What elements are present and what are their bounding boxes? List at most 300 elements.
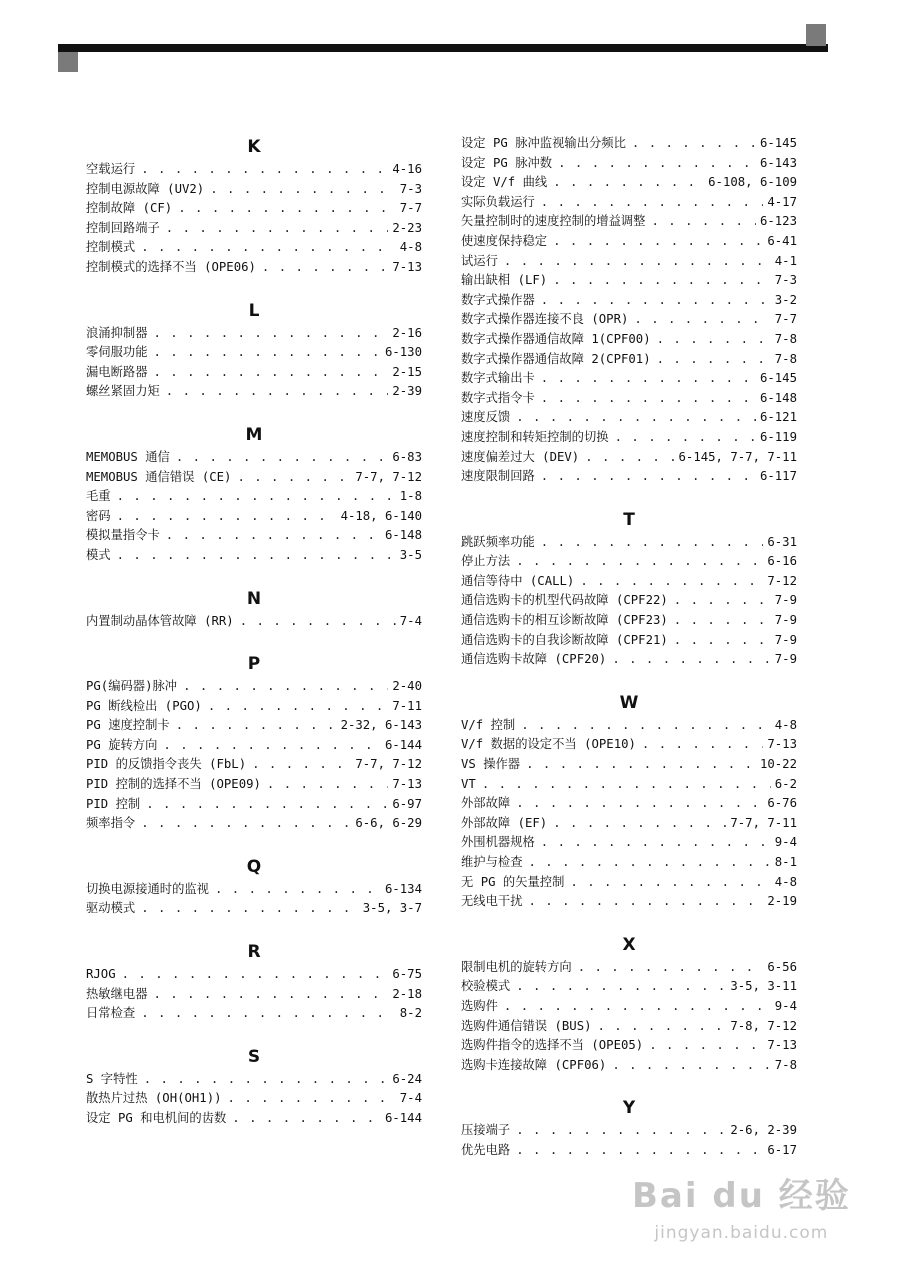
entry-term: PG(编码器)脉冲 [86,679,178,694]
dot-leader [183,677,388,697]
index-entry [86,382,422,402]
entry-page-ref: 6-121 [759,410,797,425]
dot-leader [529,853,771,873]
entry-term: 数字式操作器连接不良 (OPR) [461,312,629,327]
dot-leader [526,755,756,775]
entry-page-ref: 4-18, 6-140 [340,508,422,523]
entry-page-ref: 2-23 [392,220,422,235]
entry-term: 切换电源接通时的监视 [86,881,209,896]
entry-term: 设定 PG 脉冲监视输出分频比 [461,136,626,150]
dot-leader [657,330,771,350]
entry-page-ref: 7-3 [774,273,797,288]
section-letter: L [248,300,260,321]
dot-leader [516,977,726,997]
entry-term: 通信选购卡的相互诊断故障 (CPF23) [461,613,668,628]
dot-leader [674,631,771,651]
dot-leader [141,899,359,919]
entry-term: 试运行 [461,253,498,268]
entry-term: 跳跃频率功能 [461,534,535,549]
dot-leader [570,873,770,893]
entry-term: 停止方法 [461,554,511,569]
index-entry [86,880,422,900]
entry-term: 驱动模式 [86,901,136,916]
index-entry [461,389,797,409]
dot-leader [215,880,381,900]
dot-leader [141,160,388,180]
entry-page-ref: 6-24 [392,1071,422,1086]
entry-term: 浪涌抑制器 [86,325,148,340]
entry-term: 速度偏差过大 (DEV) [461,449,580,464]
entry-page-ref: 6-143 [759,155,797,170]
index-entry [461,552,797,572]
section-letter: X [622,934,636,955]
dot-leader [154,985,389,1005]
section-letter: P [247,654,261,675]
dot-leader [634,310,770,330]
index-entry [461,350,797,370]
index-entry [86,219,422,239]
entry-page-ref: 9-4 [774,998,797,1013]
entry-page-ref: 2-16 [392,325,422,340]
entry-term: 设定 V/f 曲线 [461,175,548,190]
section-letter: T [623,509,635,530]
dot-leader [516,1141,763,1161]
index-entry [461,448,797,468]
index-entry [86,677,422,697]
entry-term: 输出缺相 (LF) [461,273,548,288]
entry-page-ref: 6-97 [392,796,422,811]
dot-leader [176,716,337,736]
dot-leader [612,650,770,670]
dot-leader [166,382,389,402]
dot-leader [553,271,771,291]
index-section [461,507,797,670]
index-entry [86,324,422,344]
dot-leader [154,343,381,363]
entry-page-ref: 7-13 [392,777,422,792]
entry-term: 无线电干扰 [461,894,523,909]
entry-term: 使速度保持稳定 [461,233,548,248]
entry-term: 控制模式的选择不当 (OPE06) [86,259,256,274]
entry-term: 维护与检查 [461,855,523,869]
index-entry [461,330,797,350]
index-entry [86,363,422,383]
entry-page-ref: 6-148 [384,528,422,543]
entry-term: PID 控制的选择不当 (OPE09) [86,777,261,792]
index-entry [461,735,797,755]
dot-leader [541,467,756,487]
entry-term: PG 速度控制卡 [86,718,170,733]
section-letter: R [247,942,261,963]
entry-page-ref: 1-8 [399,489,422,504]
entry-page-ref: 6-16 [767,554,797,569]
entry-term: PG 断线检出 (PGO) [86,698,202,713]
index-entry [461,369,797,389]
entry-term: 实际负载运行 [461,194,535,209]
entry-page-ref: 2-15 [392,364,422,379]
entry-term: 数字式指令卡 [461,390,535,405]
dot-leader [117,507,337,527]
index-entry [86,258,422,278]
entry-term: 矢量控制时的速度控制的增益调整 [461,214,646,229]
index-entry [461,173,797,193]
index-entry [461,533,797,553]
index-entry [86,985,422,1005]
dot-leader [176,448,389,468]
entry-term: 通信选购卡故障 (CPF20) [461,652,607,667]
entry-page-ref: 7-12 [767,573,797,588]
entry-page-ref: 4-17 [767,194,797,209]
section-letter: N [246,588,262,609]
entry-term: PID 控制 [86,796,141,811]
index-entry [86,526,422,546]
dot-leader [178,199,396,219]
index-entry [461,271,797,291]
entry-term: 选购件 [461,998,498,1013]
entry-term: MEMOBUS 通信错误 (CE) [86,469,232,484]
dot-leader [612,1056,770,1076]
entry-term: 速度限制回路 [461,469,535,484]
dot-leader [585,448,674,468]
entry-term: 优先电路 [461,1142,511,1157]
entry-page-ref: 2-18 [392,986,422,1001]
entry-page-ref: 7-4 [399,613,422,628]
dot-leader [657,350,771,370]
entry-page-ref: 4-8 [774,717,797,732]
index-entry [461,134,797,154]
dot-leader [553,232,763,252]
entry-page-ref: 7-3 [399,181,422,196]
entry-term: 速度控制和转矩控制的切换 [461,429,609,444]
dot-leader [237,468,351,488]
dot-leader [632,134,756,154]
index-entry [461,716,797,736]
entry-page-ref: 7-8 [774,331,797,346]
entry-page-ref: 7-7 [399,201,422,216]
dot-leader [232,1109,381,1129]
entry-term: RJOG [86,967,116,982]
entry-term: S 字特性 [86,1071,138,1086]
header-rule [58,44,828,52]
dot-leader [541,533,764,553]
entry-term: 控制故障 (CF) [86,201,173,216]
entry-page-ref: 6-145, 7-7, 7-11 [678,449,797,464]
dot-leader [541,193,764,213]
index-entry [86,487,422,507]
index-entry [86,238,422,258]
dot-leader [117,487,396,507]
dot-leader [615,428,756,448]
entry-term: 模拟量指令卡 [86,528,160,543]
index-entry [461,611,797,631]
entry-term: V/f 数据的设定不当 (OPE10) [461,737,636,752]
dot-leader [642,735,763,755]
index-entry [461,467,797,487]
dot-leader [521,716,771,736]
entry-term: 数字式操作器通信故障 2(CPF01) [461,351,651,366]
index-entry [86,546,422,566]
index-entry [461,1141,797,1161]
index-entry [461,193,797,213]
dot-leader [146,795,388,815]
index-entry [461,775,797,795]
watermark [632,1168,851,1243]
entry-term: 速度反馈 [461,410,511,425]
entry-page-ref: 6-134 [384,881,422,896]
section-letter: M [245,424,263,445]
entry-term: VT [461,776,476,791]
entry-page-ref: 7-9 [774,613,797,628]
header-marker-square [806,24,826,46]
entry-term: 零伺服功能 [86,345,148,360]
entry-page-ref: 6-31 [767,534,797,549]
index-entry [461,1121,797,1141]
entry-page-ref: 7-13 [767,1038,797,1053]
dot-leader [252,755,351,775]
dot-leader [649,1036,763,1056]
index-entry [461,977,797,997]
entry-page-ref: 4-8 [774,874,797,889]
dot-leader [541,369,756,389]
entry-term: 设定 PG 脉冲数 [461,155,553,170]
section-letter: W [619,692,639,713]
index-entry [86,814,422,834]
entry-page-ref: 4-1 [774,253,797,268]
entry-page-ref: 7-9 [774,652,797,667]
entry-page-ref: 7-9 [774,593,797,608]
index-entry [461,291,797,311]
dot-leader [651,212,756,232]
index-entry [86,1089,422,1109]
entry-page-ref: 6-83 [392,449,422,464]
entry-page-ref: 6-2 [774,776,797,791]
dot-leader [154,324,389,344]
index-entry [461,232,797,252]
entry-term: 校验模式 [461,979,511,994]
dot-leader [674,591,771,611]
dot-leader [228,1089,396,1109]
index-section [461,932,797,1076]
index-entry [461,408,797,428]
index-entry [461,755,797,775]
index-entry [461,814,797,834]
dot-leader [267,775,388,795]
dot-leader [163,736,381,756]
entry-term: 通信等待中 (CALL) [461,573,575,588]
index-entry [86,775,422,795]
entry-page-ref: 4-16 [392,162,422,176]
dot-leader [541,833,771,853]
entry-page-ref: 6-108, 6-109 [708,175,797,190]
index-entry [86,697,422,717]
dot-leader [122,965,389,985]
entry-page-ref: 7-9 [774,632,797,647]
index-entry [461,650,797,670]
entry-term: V/f 控制 [461,717,516,732]
dot-leader [516,1121,726,1141]
index-entry [86,736,422,756]
watermark-url: jingyan.baidu.com [654,1223,829,1243]
entry-term: 空载运行 [86,162,136,176]
section-letter: Y [622,1098,636,1119]
entry-term: 螺丝紧固力矩 [86,384,160,399]
entry-page-ref: 6-56 [767,959,797,974]
index-entry [86,899,422,919]
entry-page-ref: 7-13 [392,259,422,274]
index-entry [86,448,422,468]
index-section [461,134,797,487]
index-entry [461,892,797,912]
entry-page-ref: 6-76 [767,796,797,811]
dot-leader [504,997,771,1017]
entry-page-ref: 2-40 [392,679,422,694]
entry-term: 热敏继电器 [86,986,148,1001]
entry-page-ref: 6-144 [384,737,422,752]
index-entry [461,252,797,272]
index-entry [86,343,422,363]
index-entry [461,1017,797,1037]
dot-leader [529,892,764,912]
entry-page-ref: 3-2 [774,292,797,307]
dot-leader [541,389,756,409]
entry-term: 无 PG 的矢量控制 [461,874,565,889]
entry-term: 漏电断路器 [86,364,148,379]
index-entry [86,1004,422,1024]
entry-term: 选购件指令的选择不当 (OPE05) [461,1038,644,1053]
entry-page-ref: 7-7, 7-12 [355,757,422,772]
dot-leader [553,814,726,834]
entry-term: VS 操作器 [461,757,521,772]
entry-page-ref: 7-7 [774,312,797,327]
index-entry [86,965,422,985]
entry-page-ref: 7-13 [767,737,797,752]
index-entry [86,795,422,815]
entry-page-ref: 6-130 [384,345,422,360]
entry-page-ref: 7-7, 7-12 [355,469,422,484]
entry-page-ref: 7-4 [399,1091,422,1106]
entry-term: 选购卡连接故障 (CPF06) [461,1057,607,1072]
index-section [461,690,797,912]
dot-leader [516,408,756,428]
entry-term: 频率指令 [86,816,136,831]
entry-term: MEMOBUS 通信 [86,449,170,464]
dot-leader [674,611,771,631]
index-section [86,586,422,632]
dot-leader [240,612,396,632]
entry-page-ref: 3-5 [399,547,422,562]
entry-term: 通信选购卡的机型代码故障 (CPF22) [461,593,668,608]
entry-page-ref: 6-145 [759,136,797,150]
index-entry [86,507,422,527]
entry-page-ref: 6-75 [392,967,422,982]
dot-leader [516,794,763,814]
dot-leader [208,697,389,717]
index-entry [86,755,422,775]
entry-term: 控制回路端子 [86,220,160,235]
entry-term: 内置制动晶体管故障 (RR) [86,613,234,628]
entry-term: 外部故障 (EF) [461,815,548,830]
dot-leader [154,363,389,383]
index-entry [461,873,797,893]
index-section [86,298,422,402]
entry-term: 模式 [86,547,111,562]
index-entry [86,1070,422,1090]
entry-page-ref: 2-32, 6-143 [340,718,422,733]
entry-term: PG 旋转方向 [86,737,158,752]
index-entry [461,428,797,448]
entry-term: 限制电机的旋转方向 [461,959,572,974]
index-entry [461,631,797,651]
entry-term: 外围机器规格 [461,835,535,850]
index-section [86,854,422,919]
entry-page-ref: 7-8 [774,351,797,366]
entry-term: 密码 [86,508,111,523]
index-entry [461,997,797,1017]
index-section [461,1095,797,1160]
entry-term: 通信选购卡的自我诊断故障 (CPF21) [461,632,668,647]
section-letter: K [247,137,261,157]
entry-page-ref: 4-8 [399,240,422,255]
entry-term: 毛重 [86,489,111,504]
index-entry [86,612,422,632]
index-entry [86,180,422,200]
entry-term: 选购件通信错误 (BUS) [461,1018,592,1033]
entry-page-ref: 6-123 [759,214,797,229]
entry-page-ref: 7-8, 7-12 [730,1018,797,1033]
entry-page-ref: 7-11 [392,698,422,713]
entry-term: 设定 PG 和电机间的齿数 [86,1111,227,1125]
index-entry [86,468,422,488]
index-entry [461,1056,797,1076]
index-column-left [86,134,422,1149]
entry-page-ref: 8-2 [399,1006,422,1021]
entry-page-ref: 6-17 [767,1142,797,1157]
entry-page-ref: 7-7, 7-11 [730,815,797,830]
entry-term: 压接端子 [461,1123,511,1138]
entry-term: 控制电源故障 (UV2) [86,181,205,196]
index-section [86,651,422,834]
entry-page-ref: 8-1 [774,855,797,869]
watermark-logo: Bai du 经验 [632,1176,851,1216]
index-entry [461,154,797,174]
dot-leader [166,526,381,546]
index-section [86,134,422,278]
dot-leader [144,1070,389,1090]
index-entry [461,591,797,611]
entry-term: 外部故障 [461,796,511,811]
entry-term: PID 的反馈指令丧失 (FbL) [86,757,247,772]
index-entry [461,958,797,978]
entry-page-ref: 3-5, 3-7 [362,901,422,916]
index-entry [461,794,797,814]
entry-term: 控制模式 [86,240,136,255]
entry-term: 数字式操作器通信故障 1(CPF00) [461,331,651,346]
index-entry [461,833,797,853]
entry-page-ref: 6-119 [759,429,797,444]
index-entry [461,1036,797,1056]
index-section [86,939,422,1024]
entry-page-ref: 2-19 [767,894,797,909]
entry-page-ref: 6-145 [759,371,797,386]
entry-page-ref: 6-6, 6-29 [355,816,422,831]
dot-leader [516,552,763,572]
dot-leader [541,291,771,311]
index-entry [86,1109,422,1129]
dot-leader [578,958,764,978]
dot-leader [210,180,396,200]
entry-page-ref: 2-6, 2-39 [730,1123,797,1138]
entry-page-ref: 9-4 [774,835,797,850]
